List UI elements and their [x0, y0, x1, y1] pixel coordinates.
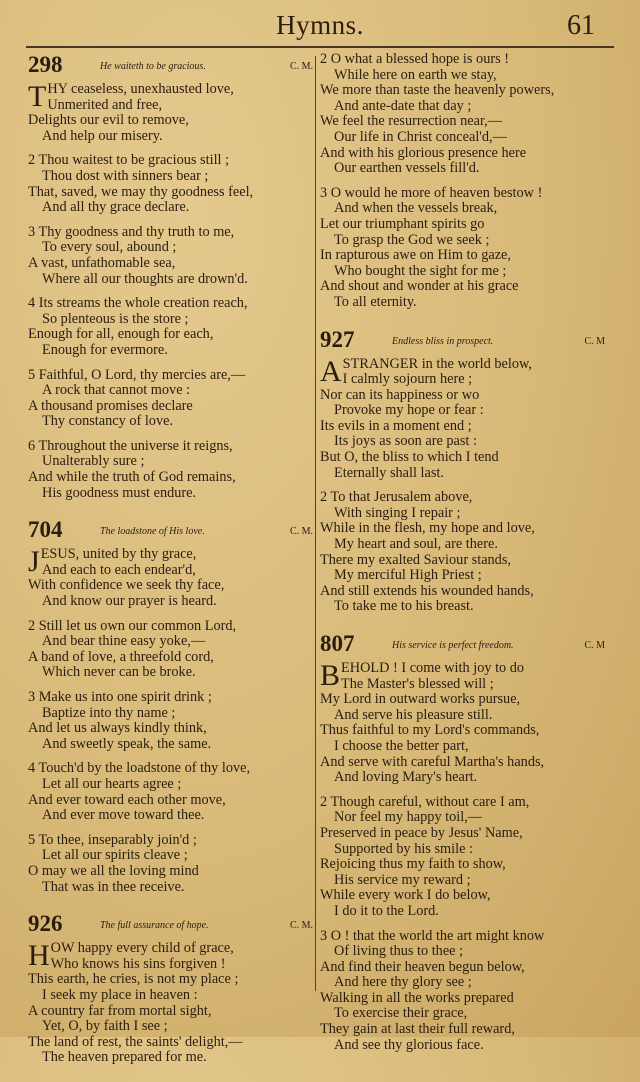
- hymn-continued: [320, 52, 605, 311]
- hymn-number: 926: [28, 911, 63, 937]
- verse-line: The heaven prepared for me.: [42, 1049, 207, 1066]
- stanza: [28, 941, 313, 1066]
- hymn-header: [28, 911, 313, 941]
- verse-line: 5 To thee, inseparably join'd ;: [28, 831, 197, 848]
- stanza: [320, 354, 605, 482]
- verse-line: Which never can be broke.: [42, 664, 196, 681]
- verse-line: 2 To that Jerusalem above,: [320, 489, 473, 506]
- verse-line: Thus faithful to my Lord's commands,: [320, 722, 540, 739]
- verse-line: 6 Throughout the universe it reigns,: [28, 437, 233, 454]
- verse-line: To all eternity.: [334, 293, 417, 310]
- verse-line: Enough for evermore.: [42, 341, 168, 358]
- verse-line: And ever toward each other move,: [28, 791, 226, 808]
- verse-line: While here on earth we stay,: [334, 66, 497, 83]
- verse-line: JESUS, united by thy grace,: [28, 545, 197, 579]
- verse-line: My merciful High Priest ;: [334, 567, 482, 584]
- verse-line: And here thy glory see ;: [334, 974, 472, 991]
- verse-line: Rejoicing thus my faith to show,: [320, 856, 506, 873]
- hymn-number: 298: [28, 52, 63, 77]
- verse-line: Of living thus to thee ;: [334, 943, 464, 960]
- hymn-meter: C. M.: [289, 920, 313, 932]
- verse-line: While in the flesh, my hope and love,: [320, 520, 535, 537]
- hymn-title: The full assurance of hope.: [100, 920, 209, 932]
- hymn: [320, 327, 605, 616]
- stanza: [28, 82, 313, 144]
- verse-line: HOW happy every child of grace,: [28, 939, 234, 973]
- verse-line: So plenteous is the store ;: [42, 310, 189, 327]
- hymn-number: 704: [28, 517, 63, 543]
- verse-line: And help our misery.: [42, 127, 163, 144]
- header-rule: [26, 46, 614, 48]
- verse-line: And when the vessels break,: [334, 200, 498, 217]
- verse-line: 2 O what a blessed hope is ours !: [320, 51, 510, 67]
- hymn: [28, 911, 313, 1066]
- page-title: Hymns.: [276, 10, 364, 40]
- verse-line: And all thy grace declare.: [42, 199, 190, 216]
- verse-line: And while the truth of God remains,: [28, 469, 236, 486]
- verse-line: 2 Still let us own our common Lord,: [28, 617, 237, 634]
- verse-line: And shout and wonder at his grace: [320, 278, 519, 295]
- verse-line: Let all our spirits cleave ;: [42, 847, 188, 864]
- stanza: [28, 439, 313, 501]
- hymn-meter: C. M.: [289, 526, 313, 538]
- verse-line: Preserved in peace by Jesus' Name,: [320, 824, 523, 841]
- drop-cap: A: [320, 354, 342, 388]
- hymn: [28, 517, 313, 895]
- verse-line: This earth, he cries, is not my place ;: [28, 971, 239, 988]
- verse-line: And see thy glorious face.: [334, 1036, 484, 1053]
- hymn-title: Endless bliss in prospect.: [392, 335, 494, 347]
- verse-line: We more than taste the heavenly powers,: [320, 82, 555, 99]
- verse-line: And let us always kindly think,: [28, 720, 207, 737]
- verse-line: Provoke my hope or fear :: [334, 402, 484, 419]
- stanza: [320, 661, 605, 786]
- hymn-header: [320, 327, 605, 357]
- stanza: [320, 52, 605, 177]
- verse-line: That was in thee receive.: [42, 878, 185, 895]
- hymn-title: The loadstone of His love.: [100, 526, 205, 538]
- stanza: [320, 795, 605, 920]
- verse-line: A country far from mortal sight,: [28, 1002, 212, 1019]
- verse-line: Let all our hearts agree ;: [42, 775, 182, 792]
- hymn-header: [320, 631, 605, 661]
- hymn-title: He waiteth to be gracious.: [100, 61, 206, 72]
- hymn: [28, 52, 313, 501]
- verse-line: My Lord in outward works pursue,: [320, 691, 521, 708]
- hymn-title: His service is perfect freedom.: [392, 640, 514, 651]
- verse-line: To grasp the God we seek ;: [334, 231, 490, 248]
- hymn-header: [28, 517, 313, 547]
- hymn-meter: C. M.: [289, 61, 313, 72]
- verse-line: 2 Thou waitest to be gracious still ;: [28, 152, 230, 169]
- verse-line: I choose the better part,: [334, 737, 469, 754]
- verse-line: Delights our evil to remove,: [28, 112, 189, 129]
- stanza: [320, 186, 605, 311]
- verse-line: Who bought the sight for me ;: [334, 262, 507, 279]
- stanza: [28, 761, 313, 823]
- verse-line: Its evils in a moment end ;: [320, 417, 472, 434]
- page-header: [0, 6, 640, 46]
- verse-line: Thy constancy of love.: [42, 413, 174, 430]
- hymn-number: 927: [320, 326, 355, 352]
- verse-line: To take me to his breast.: [334, 598, 474, 615]
- stanza: [28, 225, 313, 287]
- verse-line: And loving Mary's heart.: [334, 769, 478, 786]
- verse-line: And still extends his wounded hands,: [320, 582, 534, 599]
- right-column: [320, 52, 605, 1069]
- verse-line: Supported by his smile :: [334, 840, 473, 857]
- verse-line: I calmly sojourn here ;: [342, 371, 473, 388]
- verse-line: To exercise their grace,: [334, 1005, 468, 1022]
- verse-line: While every work I do below,: [320, 887, 491, 904]
- verse-line: They gain at last their full reward,: [320, 1021, 515, 1038]
- verse-line: In rapturous awe on Him to gaze,: [320, 247, 511, 264]
- stanza: [28, 153, 313, 215]
- stanza: [28, 368, 313, 430]
- verse-line: I do it to the Lord.: [334, 902, 439, 919]
- hymn: [320, 631, 605, 1053]
- verse-line: But O, the bliss to which I tend: [320, 449, 499, 466]
- verse-line: With confidence we seek thy face,: [28, 577, 225, 594]
- drop-cap: H: [28, 939, 50, 973]
- column-divider: [315, 56, 316, 991]
- verse-line: 3 O would he more of heaven bestow !: [320, 184, 543, 201]
- verse-line: To every soul, abound ;: [42, 239, 177, 256]
- verse-line: A band of love, a threefold cord,: [28, 648, 214, 665]
- verse-line: And find their heaven begun below,: [320, 958, 525, 975]
- verse-line: 4 Touch'd by the loadstone of thy love,: [28, 760, 251, 777]
- stanza: [28, 690, 313, 752]
- drop-cap: T: [28, 80, 47, 113]
- hymn-header: [28, 52, 313, 82]
- verse-line: That, saved, we may thy goodness feel,: [28, 183, 254, 200]
- verse-line: A rock that cannot move :: [42, 382, 191, 399]
- stanza: [320, 929, 605, 1054]
- verse-line: His service my reward ;: [334, 871, 471, 888]
- hymn-meter: C. M: [584, 335, 605, 347]
- hymn-number: 807: [320, 631, 355, 656]
- verse-line: 2 Though careful, without care I am,: [320, 793, 530, 810]
- verse-line: And know our prayer is heard.: [42, 593, 217, 610]
- hymn-meter: C. M: [584, 640, 605, 651]
- verse-line: Thou dost with sinners bear ;: [42, 167, 209, 184]
- verse-line: The land of rest, the saints' delight,—: [28, 1033, 243, 1050]
- verse-line: His goodness must endure.: [42, 484, 197, 501]
- verse-line: And bear thine easy yoke,—: [42, 633, 206, 650]
- verse-line: Our earthen vessels fill'd.: [334, 160, 480, 177]
- verse-line: And sweetly speak, the same.: [42, 735, 212, 752]
- verse-line: A vast, unfathomable sea,: [28, 254, 176, 271]
- verse-line: O may we all the loving mind: [28, 862, 199, 879]
- verse-line: BEHOLD ! I come with joy to do: [320, 659, 525, 692]
- verse-line: And each to each endear'd,: [42, 561, 196, 578]
- verse-line: 4 Its streams the whole creation reach,: [28, 295, 248, 312]
- verse-line: Our life in Christ conceal'd,—: [334, 128, 507, 145]
- stanza: [28, 547, 313, 609]
- page-number: 61: [567, 10, 595, 41]
- verse-line: There my exalted Saviour stands,: [320, 551, 511, 568]
- verse-line: 5 Faithful, O Lord, thy mercies are,—: [28, 366, 246, 383]
- verse-line: And serve with careful Martha's hands,: [320, 753, 545, 770]
- verse-line: THY ceaseless, unexhausted love,: [28, 80, 234, 113]
- verse-line: My heart and soul, are there.: [334, 536, 498, 553]
- verse-line: With singing I repair ;: [334, 504, 461, 521]
- drop-cap: J: [28, 545, 40, 579]
- verse-line: ASTRANGER in the world below,: [320, 354, 532, 388]
- stanza: [320, 490, 605, 615]
- verse-line: I seek my place in heaven :: [42, 986, 198, 1003]
- verse-line: Walking in all the works prepared: [320, 989, 514, 1006]
- verse-line: And ever move toward thee.: [42, 807, 205, 824]
- verse-line: Yet, O, by faith I see ;: [42, 1018, 168, 1035]
- verse-line: Where all our thoughts are drown'd.: [42, 270, 248, 287]
- left-column: [28, 52, 313, 1082]
- verse-line: The Master's blessed will ;: [341, 675, 494, 692]
- verse-line: And serve his pleasure still.: [334, 706, 493, 723]
- verse-line: Nor can its happiness or wo: [320, 386, 480, 403]
- verse-line: Unalterably sure ;: [42, 453, 145, 470]
- drop-cap: B: [320, 659, 341, 692]
- verse-line: Nor feel my happy toil,—: [334, 809, 483, 826]
- verse-line: 3 Thy goodness and thy truth to me,: [28, 223, 235, 240]
- verse-line: 3 O ! that the world the art might know: [320, 927, 545, 944]
- stanza: [28, 619, 313, 681]
- verse-line: Baptize into thy name ;: [42, 704, 176, 721]
- stanza: [28, 296, 313, 358]
- verse-line: 3 Make us into one spirit drink ;: [28, 689, 212, 705]
- verse-line: Enough for all, enough for each,: [28, 326, 214, 343]
- verse-line: Unmerited and free,: [47, 96, 163, 113]
- verse-line: We feel the resurrection near,—: [320, 113, 503, 130]
- verse-line: Who knows his sins forgiven !: [50, 955, 226, 972]
- verse-line: Let our triumphant spirits go: [320, 215, 485, 232]
- verse-line: Eternally shall last.: [334, 464, 444, 481]
- verse-line: Its joys as soon are past :: [334, 433, 477, 450]
- verse-line: A thousand promises declare: [28, 397, 193, 414]
- verse-line: And with his glorious presence here: [320, 144, 527, 161]
- verse-line: And ante-date that day ;: [334, 97, 472, 114]
- stanza: [28, 833, 313, 895]
